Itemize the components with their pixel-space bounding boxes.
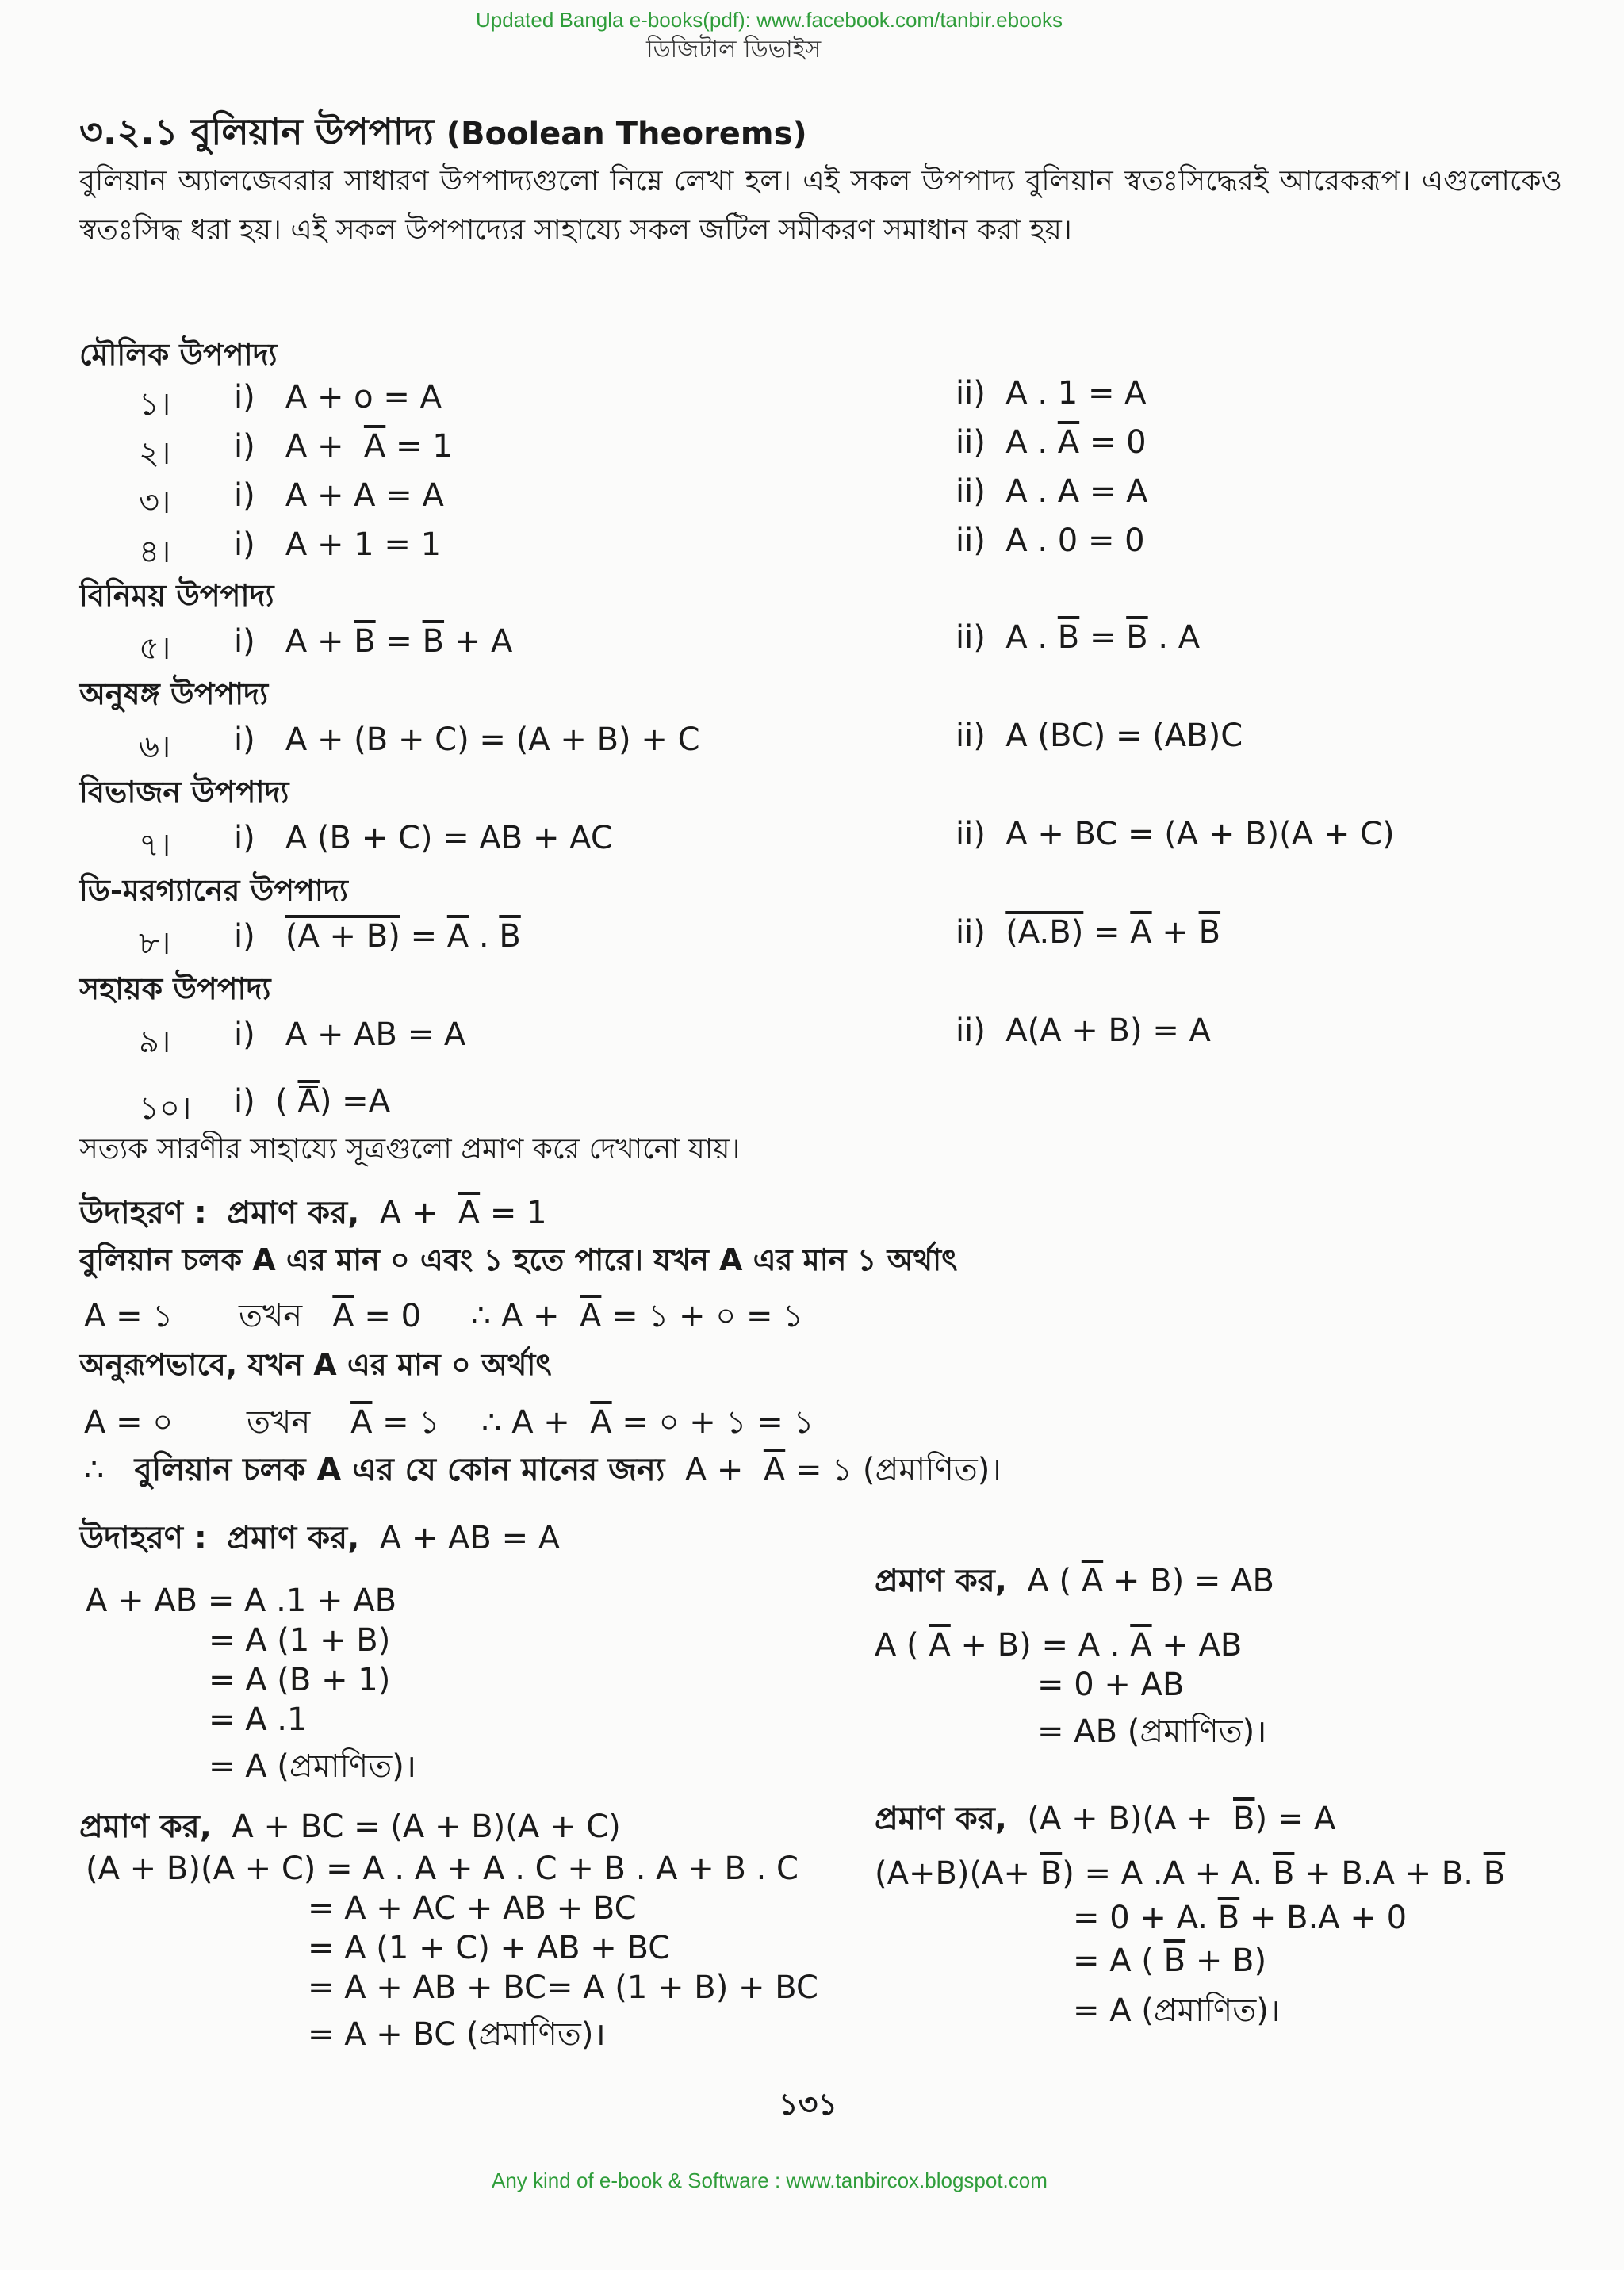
theorem-2-ii <box>956 424 1147 461</box>
b-bar: $\overline{B}$ <box>1163 1943 1186 1979</box>
group-heading-commutative: বিনিময় উপপাদ্য <box>79 578 274 613</box>
label-ii: ii) <box>956 523 986 559</box>
proof-right1-line-1: = 0 + AB <box>1037 1667 1185 1703</box>
case-c-post: = ০ + ১ = ১ <box>622 1404 814 1441</box>
theorem-10-i <box>234 1083 390 1120</box>
b-bar: $\overline{B}$ <box>354 623 376 660</box>
b-bar: $\overline{B}$ <box>1233 1801 1255 1837</box>
label-ii: ii) <box>956 375 986 412</box>
example1-case2 <box>84 1397 814 1450</box>
l1-mid: ) = A .A + A. <box>1062 1855 1263 1892</box>
label-i: i) <box>234 1083 255 1120</box>
section-title-bn: বুলিয়ান উপপাদ্য <box>190 110 434 153</box>
example2-line-0: A + AB = A .1 + AB <box>86 1583 397 1619</box>
expr: A(A + B) = A <box>1005 1013 1211 1049</box>
a-bar: $\overline{A}$ <box>1130 914 1152 951</box>
expr-pre: A + <box>684 1452 744 1488</box>
group-heading-basic: মৌলিক উপপাদ্য <box>79 337 278 372</box>
a-bar: $\overline{A}$ <box>446 918 469 955</box>
expr-a: A + <box>285 623 344 660</box>
a-bar: $\overline{A}$ <box>590 1404 612 1441</box>
expr: A . A = A <box>1005 473 1148 510</box>
expr: A + (B + C) = (A + B) + C <box>285 722 700 758</box>
l1-post: + AB <box>1162 1627 1243 1663</box>
theorem-6-ii <box>956 718 1243 754</box>
b-bar: $\overline{B}$ <box>1126 619 1148 656</box>
theorem-5-num: ৫। <box>139 630 171 667</box>
theorem-10-num: ১০। <box>139 1090 192 1127</box>
proof-right2-line-0 <box>875 1855 1505 1892</box>
expr-pre: A . <box>1005 424 1048 461</box>
proof-right1-heading <box>875 1556 1274 1609</box>
expr-plus: + <box>1162 914 1189 951</box>
theorem-7-i <box>234 820 613 856</box>
label-i: i) <box>234 918 255 955</box>
expr-post: = ১ (প্রমাণিত)। <box>795 1452 1002 1488</box>
b-bar: $\overline{B}$ <box>499 918 521 955</box>
theorem-1-ii <box>956 375 1147 412</box>
label-i: i) <box>234 820 255 856</box>
b-bar: $\overline{B}$ <box>1198 914 1221 951</box>
prove-label: প্রমাণ কর, <box>227 1195 360 1231</box>
label-ii: ii) <box>956 424 986 461</box>
label-ii: ii) <box>956 914 986 951</box>
example1-line1: বুলিয়ান চলক A এর মান ০ এবং ১ হতে পারে। যখন A এর মান ১ অর্থাৎ <box>79 1242 958 1277</box>
page-number: ১৩১ <box>779 2087 838 2122</box>
theorem-5-i <box>234 623 512 660</box>
theorem-4-ii <box>956 523 1145 559</box>
label-i: i) <box>234 623 255 660</box>
theorem-2-i <box>234 428 453 465</box>
proof-right2-line-1 <box>1073 1900 1407 1936</box>
expr-eq: = <box>385 623 412 660</box>
a-bar: $\overline{A}$ <box>580 1298 602 1334</box>
expr: A + BC = (A + B)(A + C) <box>1005 816 1395 852</box>
theorem-8-i <box>234 918 521 955</box>
rparen: ) =A <box>319 1083 391 1120</box>
proof-right1-line-0 <box>875 1627 1242 1663</box>
group-heading-demorgan: ডি-মরগ্যানের উপপাদ্য <box>79 873 348 908</box>
theorem-2-num: ২। <box>139 435 171 472</box>
expr: A . 1 = A <box>1005 375 1147 412</box>
group-heading-auxiliary: সহায়ক উপপাদ্য <box>79 971 271 1006</box>
prove-label: প্রমাণ কর, <box>227 1520 360 1556</box>
example1-case1 <box>84 1291 803 1344</box>
theorem-1-num: ১। <box>139 386 171 423</box>
a-bar: $\overline{A}$ <box>929 1627 951 1663</box>
theorem-7-ii <box>956 816 1395 852</box>
label-ii: ii) <box>956 619 986 656</box>
group-heading-associative: অনুষঙ্গ উপপাদ্য <box>79 676 269 711</box>
label-i: i) <box>234 477 255 514</box>
theorem-3-i <box>234 477 444 514</box>
therefore-symbol: ∴ <box>84 1452 105 1488</box>
section-title <box>79 105 807 165</box>
running-header: ডিজিটাল ডিভাইস <box>646 36 822 63</box>
b-bar: $\overline{B}$ <box>1217 1900 1240 1936</box>
b-bar: $\overline{B}$ <box>1483 1855 1506 1892</box>
theorem-1-i <box>234 379 442 415</box>
then-label: তখন <box>247 1404 311 1441</box>
label-i: i) <box>234 428 255 465</box>
theorem-9-i <box>234 1016 465 1053</box>
l3-pre: = A ( <box>1073 1943 1154 1979</box>
expr-post: = 1 <box>396 428 453 465</box>
theorem-5-ii <box>956 619 1200 656</box>
expr: A (BC) = (AB)C <box>1005 718 1243 754</box>
b-bar: $\overline{B}$ <box>1040 1855 1063 1892</box>
lparen: ( <box>275 1083 288 1120</box>
theorem-3-ii <box>956 473 1147 510</box>
a-bar: $\overline{A}$ <box>332 1298 354 1334</box>
theorem-9-num: ৯। <box>139 1024 171 1060</box>
b-bar: $\overline{B}$ <box>1272 1855 1295 1892</box>
expr-a: A . <box>1005 619 1048 656</box>
prove-label: প্রমাণ কর, <box>875 1563 1007 1599</box>
a-bar: $\overline{A}$ <box>297 1083 320 1120</box>
label-ii: ii) <box>956 718 986 754</box>
section-title-en: (Boolean Theorems) <box>446 116 807 152</box>
case-c-post: = ১ + ০ = ১ <box>611 1298 804 1334</box>
proof-right1-line-2: = AB (প্রমাণিত)। <box>1037 1713 1267 1750</box>
theorem-6-num: ৬। <box>139 729 171 765</box>
theorem-3-num: ৩। <box>139 484 171 521</box>
prove-label: প্রমাণ কর, <box>79 1809 212 1845</box>
l1-mid2: + B.A + B. <box>1304 1855 1473 1892</box>
expr-pre: A ( <box>1027 1563 1072 1599</box>
example2-line-2: = A (B + 1) <box>209 1662 391 1698</box>
expr: A + A = A <box>285 477 444 514</box>
proof-right2-line-2 <box>1073 1943 1266 1979</box>
proof-left3-line-0: (A + B)(A + C) = A . A + A . C + B . A + B . C <box>86 1851 799 1887</box>
example2-line-3: = A .1 <box>209 1702 308 1738</box>
expr-dot: . <box>478 918 489 955</box>
expr-pre: A + <box>379 1195 439 1231</box>
a-bar: $\overline{A}$ <box>763 1452 786 1488</box>
expr-c: . A <box>1158 619 1201 656</box>
label-i: i) <box>234 722 255 758</box>
expr-pre: A + <box>285 428 344 465</box>
example1-conclusion <box>84 1445 1002 1498</box>
label-ii: ii) <box>956 816 986 852</box>
expr-post: + B) = AB <box>1113 1563 1274 1599</box>
proof-right2-line-3: = A (প্রমাণিত)। <box>1073 1992 1281 2029</box>
watermark-bottom: Any kind of e-book & Software : www.tanbircox.blogspot.com <box>492 2169 1048 2192</box>
b-bar: $\overline{B}$ <box>1057 619 1080 656</box>
a-dot-b-bar: (A.B) <box>1005 914 1084 951</box>
theorem-8-ii <box>956 914 1220 951</box>
a-bar: $\overline{A}$ <box>350 1404 373 1441</box>
expr: A + AB = A <box>285 1016 466 1053</box>
example1-heading <box>79 1188 547 1241</box>
l1-pre: (A+B)(A+ <box>875 1855 1031 1892</box>
l3-post: + B) <box>1195 1943 1267 1979</box>
l2-post: + B.A + 0 <box>1249 1900 1408 1936</box>
expr: A + 1 = 1 <box>285 526 442 563</box>
expr-c: + A <box>454 623 513 660</box>
expr: A + o = A <box>285 379 442 415</box>
case-a: A = ১ <box>84 1298 174 1334</box>
label-i: i) <box>234 379 255 415</box>
label-ii: ii) <box>956 1013 986 1049</box>
intro-paragraph: বুলিয়ান অ্যালজেবরার সাধারণ উপপাদ্যগুলো নিম্নে লেখা হল। এই সকল উপপাদ্য বুলিয়ান স্বতঃসিদ্ধেরই আরেকরূপ। এগুলোকেও স্বতঃসিদ্ধ ধরা হয়। এই সকল উপপাদ্যের সাহায্যে সকল জটিল সমীকরণ সমাধান করা হয়। <box>79 165 1562 247</box>
expr-post: ) = A <box>1254 1801 1336 1837</box>
proof-left3-line-2: = A (1 + C) + AB + BC <box>308 1930 671 1966</box>
a-bar: $\overline{A}$ <box>1130 1627 1152 1663</box>
example2-line-1: = A (1 + B) <box>209 1622 391 1659</box>
case-c-pre: ∴ A + <box>481 1404 570 1441</box>
expr-pre: (A + B)(A + <box>1027 1801 1213 1837</box>
theorem-6-i <box>234 722 700 758</box>
section-number: ৩.২.১ <box>79 110 178 153</box>
truth-table-note: সত্যক সারণীর সাহায্যে সূত্রগুলো প্রমাণ করে দেখানো যায়। <box>79 1133 741 1166</box>
expr: A + AB = A <box>379 1520 561 1556</box>
outer-bar <box>299 1086 317 1088</box>
proof-left3-line-1: = A + AC + AB + BC <box>308 1890 637 1927</box>
expr-eq: = <box>410 918 438 955</box>
example-label: উদাহরণ : <box>79 1195 207 1231</box>
l2-pre: = 0 + A. <box>1073 1900 1208 1936</box>
example2-line-4: = A (প্রমাণিত)। <box>209 1748 416 1785</box>
label-i: i) <box>234 1016 255 1053</box>
case-a: A = ০ <box>84 1404 174 1441</box>
proof-left3-line-4: = A + BC (প্রমাণিত)। <box>308 2016 606 2053</box>
proof-right2-heading <box>875 1793 1335 1847</box>
group-heading-distributive: বিভাজন উপপাদ্য <box>79 775 289 810</box>
l1-pre: A ( <box>875 1627 919 1663</box>
expr: A . 0 = 0 <box>1005 523 1145 559</box>
expr-post: = 1 <box>489 1195 547 1231</box>
theorem-4-num: ৪। <box>139 534 171 570</box>
a-double-bar <box>297 1083 319 1120</box>
a-bar: $\overline{A}$ <box>363 428 386 465</box>
prove-label: প্রমাণ কর, <box>875 1801 1007 1837</box>
proof-left3-heading <box>79 1801 621 1855</box>
example2-heading <box>79 1513 560 1566</box>
b-bar: $\overline{B}$ <box>422 623 445 660</box>
theorem-9-ii <box>956 1013 1211 1049</box>
then-label: তখন <box>238 1298 303 1334</box>
label-ii: ii) <box>956 473 986 510</box>
expr: A + BC = (A + B)(A + C) <box>232 1809 621 1845</box>
l1-mid: + B) = A . <box>960 1627 1120 1663</box>
proof-left3-line-3: = A + AB + BC= A (1 + B) + BC <box>308 1970 818 2006</box>
expr: A (B + C) = AB + AC <box>285 820 613 856</box>
theorem-7-num: ৭। <box>139 827 171 863</box>
case-b: = ১ <box>382 1404 440 1441</box>
expr-eq: = <box>1094 914 1120 951</box>
theorem-8-num: ৮। <box>139 925 171 962</box>
expr-eq: = <box>1089 619 1116 656</box>
theorem-4-i <box>234 526 441 563</box>
example-label: উদাহরণ : <box>79 1520 207 1556</box>
a-bar: $\overline{A}$ <box>1057 424 1080 461</box>
a-bar: $\overline{A}$ <box>1081 1563 1104 1599</box>
case-c-pre: ∴ A + <box>470 1298 560 1334</box>
a-bar: $\overline{A}$ <box>458 1195 481 1231</box>
conclusion-text: বুলিয়ান চলক A এর যে কোন মানের জন্য <box>134 1452 665 1488</box>
label-i: i) <box>234 526 255 563</box>
a-plus-b-bar: (A + B) <box>285 918 400 955</box>
expr-post: = 0 <box>1089 424 1147 461</box>
case-b: = 0 <box>364 1298 422 1334</box>
example1-line2: অনুরূপভাবে, যখন A এর মান ০ অর্থাৎ <box>79 1347 552 1382</box>
watermark-top: Updated Bangla e-books(pdf): www.facebook.com/tanbir.ebooks <box>476 8 1063 32</box>
